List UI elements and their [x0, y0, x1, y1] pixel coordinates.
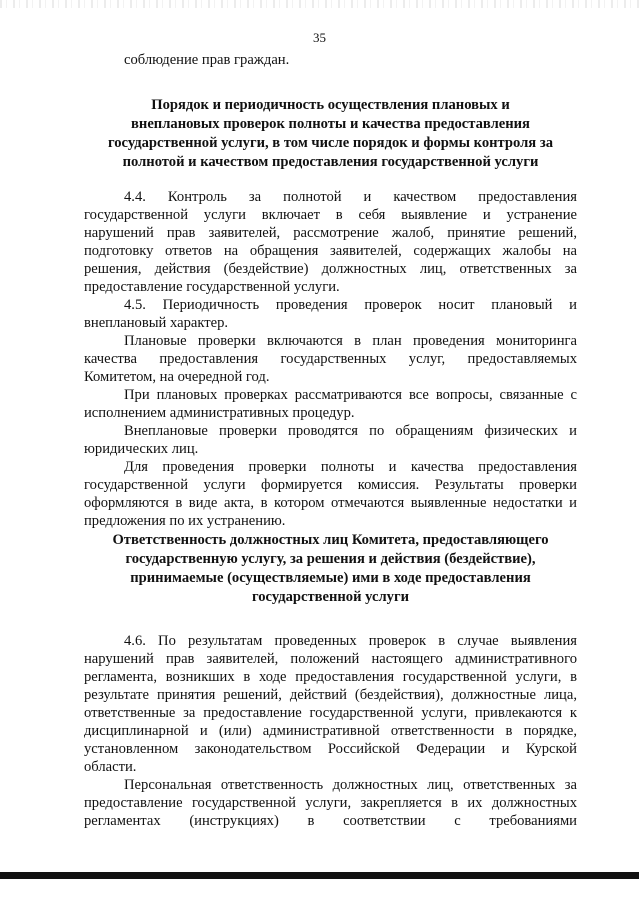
text-line: 4.6. По результатам проведенных проверок в случае выявления	[124, 633, 577, 649]
text-line: предоставление государственной услуги.	[84, 279, 340, 295]
section-control-paragraphs	[84, 188, 577, 530]
text-line: Персональная ответственность должностных лиц, ответственных за	[124, 777, 577, 793]
text-line: регламентах (инструкциях) в соответствии с требованиями	[84, 813, 577, 829]
text-line: ответственные за предоставление государственной услуги, привлекаются к	[84, 705, 577, 721]
text-line: 4.4. Контроль за полнотой и качеством предоставления	[124, 189, 577, 205]
opening-line-block	[84, 51, 577, 69]
text-line: юридических лиц.	[84, 441, 199, 457]
text-line: подготовку ответов на обращения заявителей, содержащих жалобы на	[84, 243, 577, 259]
text-line: Комитетом, на очередной год.	[84, 369, 270, 385]
text-line: нарушений прав заявителей, рассмотрение жалоб, принятие решений,	[84, 225, 577, 241]
bottom-scan-border	[0, 872, 639, 879]
heading2-line: принимаемые (осуществляемые) ими в ходе предоставления	[130, 570, 531, 586]
text-line: решения, действия (бездействие) должностных лиц, ответственных за	[84, 261, 577, 277]
text-line: установленном законодательством Российской Федерации и Курской	[84, 741, 577, 757]
heading1-line: полнотой и качеством предоставления государственной услуги	[122, 154, 539, 170]
opening-line: соблюдение прав граждан.	[124, 52, 290, 68]
heading-responsibility	[84, 531, 577, 607]
text-line: При плановых проверках рассматриваются все вопросы, связанные с	[124, 387, 577, 403]
heading1-line: внеплановых проверок полноты и качества предоставления	[131, 116, 530, 132]
text-line: государственной услуги включает в себя выявление и устранение	[84, 207, 577, 223]
text-line: области.	[84, 759, 137, 775]
text-line: государственной услуги формируется комиссия. Результаты проверки	[84, 477, 577, 493]
heading2-line: Ответственность должностных лиц Комитета, предоставляющего	[112, 532, 549, 548]
text-line: оформляются в виде акта, в котором отмечаются выявленные недостатки и	[84, 495, 577, 511]
section-responsibility-paragraphs	[84, 632, 577, 830]
text-line: предложения по их устранению.	[84, 513, 286, 529]
text-line: внеплановый характер.	[84, 315, 229, 331]
text-line: качества предоставления государственных услуг, предоставляемых	[84, 351, 577, 367]
text-line: 4.5. Периодичность проведения проверок носит плановый и	[124, 297, 577, 313]
page-number: 35	[313, 30, 326, 45]
heading1-line: Порядок и периодичность осуществления плановых и	[151, 97, 510, 113]
text-line: Плановые проверки включаются в план проведения мониторинга	[124, 333, 577, 349]
text-line: предоставление государственной услуги, закрепляется в их должностных	[84, 795, 577, 811]
heading2-line: государственной услуги	[251, 589, 410, 605]
text-line: Для проведения проверки полноты и качества предоставления	[124, 459, 577, 475]
text-line: дисциплинарной и (или) административной ответственности в порядке,	[84, 723, 577, 739]
heading-inspections	[84, 96, 577, 172]
text-line: регламента, возникших в ходе предоставления государственной услуги, в	[84, 669, 577, 685]
heading1-line: государственной услуги, в том числе порядок и формы контроля за	[107, 135, 554, 151]
heading2-line: государственную услугу, за решения и действия (бездействие),	[125, 551, 536, 567]
text-line: результате принятия решений, действий (бездействия), должностные лица,	[84, 687, 577, 703]
scan-edge-noise	[0, 0, 639, 8]
text-line: нарушений прав заявителей, положений настоящего административного	[84, 651, 577, 667]
text-line: Внеплановые проверки проводятся по обращениям физических и	[124, 423, 577, 439]
text-line: исполнением административных процедур.	[84, 405, 355, 421]
